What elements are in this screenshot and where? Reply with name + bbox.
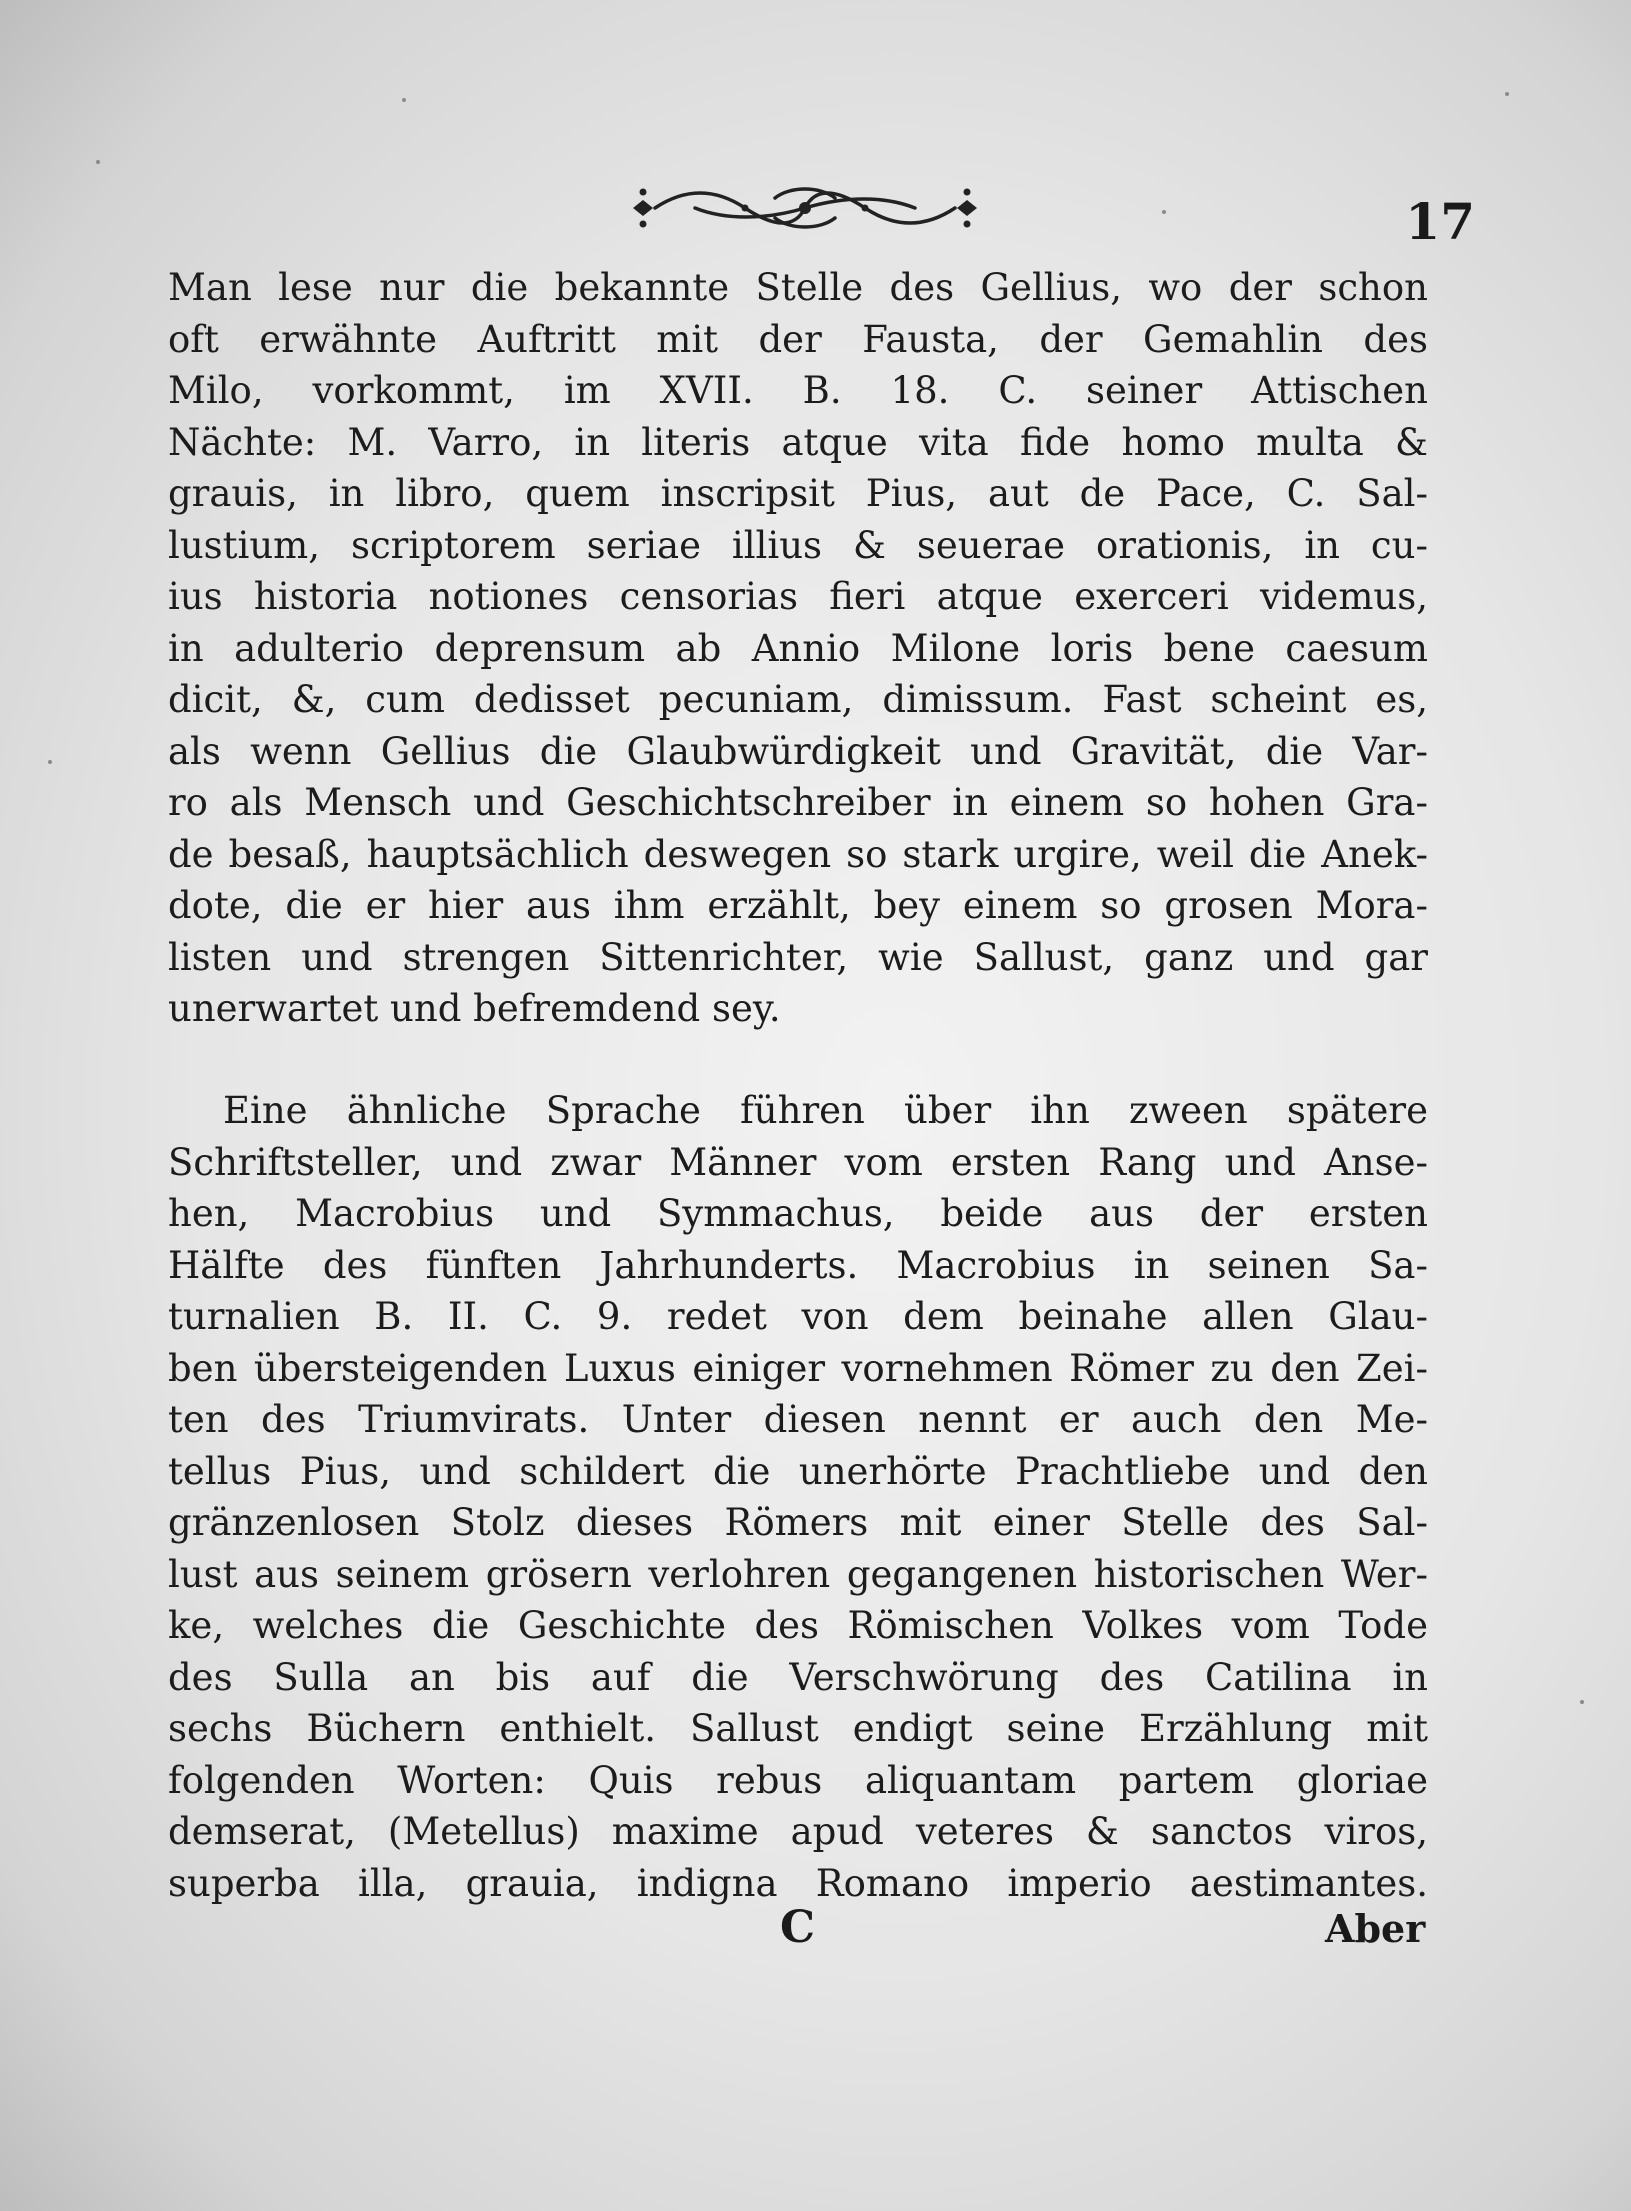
paper-speck (1580, 1700, 1584, 1704)
catchword: Aber (1325, 1906, 1426, 1951)
paper-speck (1505, 92, 1509, 96)
text-line: ius historia notiones censorias fieri atque exerceri videmus, (168, 575, 1428, 618)
text-line: Eine ähnliche Sprache führen über ihn zween spätere (223, 1089, 1428, 1132)
text-line: gränzenlosen Stolz dieses Römers mit einer Stelle des Sal- (168, 1501, 1428, 1544)
text-line: in adulterio deprensum ab Annio Milone loris bene caesum (168, 626, 1428, 670)
paper-speck (1162, 210, 1166, 214)
text-line: grauis, in libro, quem inscripsit Pius, aut de Pace, C. Sal- (168, 472, 1428, 515)
text-line: unerwartet und befremdend sey. (168, 987, 781, 1030)
text-line: folgenden Worten: Quis rebus aliquantam partem gloriae (168, 1758, 1428, 1802)
text-line: lust aus seinem grösern verlohren gegangenen historischen Wer- (168, 1552, 1428, 1596)
text-line: dote, die er hier aus ihm erzählt, bey einem so grosen Mora- (168, 884, 1428, 927)
text-line: ke, welches die Geschichte des Römischen Volkes vom Tode (168, 1604, 1428, 1647)
text-line: listen und strengen Sittenrichter, wie Sallust, ganz und gar (168, 935, 1428, 979)
decorative-headpiece-icon (625, 180, 985, 236)
text-line: oft erwähnte Auftritt mit der Fausta, der Gemahlin des (168, 317, 1428, 361)
text-line: Hälfte des fünften Jahrhunderts. Macrobius in seinen Sa- (168, 1243, 1428, 1287)
text-line: als wenn Gellius die Glaubwürdigkeit und Gravität, die Var- (168, 729, 1428, 773)
text-line: des Sulla an bis auf die Verschwörung des Catilina in (168, 1655, 1428, 1699)
page-number: 17 (1405, 192, 1475, 251)
text-line: superba illa, grauia, indigna Romano imperio aestimantes. (168, 1861, 1428, 1905)
text-line: hen, Macrobius und Symmachus, beide aus der ersten (168, 1192, 1428, 1235)
text-line: turnalien B. II. C. 9. redet von dem beinahe allen Glau- (168, 1295, 1428, 1338)
text-line: Man lese nur die bekannte Stelle des Gellius, wo der schon (168, 266, 1428, 309)
text-line: demserat, (Metellus) maxime apud veteres & sanctos viros, (168, 1810, 1428, 1853)
text-line: ro als Mensch und Geschichtschreiber in einem so hohen Gra- (168, 781, 1428, 824)
paper-speck (402, 98, 406, 102)
paper-speck (96, 160, 100, 164)
text-line: dicit, &, cum dedisset pecuniam, dimissum. Fast scheint es, (168, 678, 1428, 721)
text-line: ten des Triumvirats. Unter diesen nennt er auch den Me- (168, 1398, 1428, 1441)
text-line: Schriftsteller, und zwar Männer vom ersten Rang und Anse- (168, 1140, 1428, 1184)
text-line: lustium, scriptorem seriae illius & seuerae orationis, in cu- (168, 523, 1428, 567)
text-line: Milo, vorkommt, im XVII. B. 18. C. seiner Attischen (168, 369, 1428, 412)
text-line: tellus Pius, und schildert die unerhörte Prachtliebe und den (168, 1449, 1428, 1493)
paragraph-1 (168, 262, 1428, 1035)
signature-mark: C (780, 1902, 816, 1953)
paragraph-2 (168, 1085, 1428, 1909)
text-line: Nächte: M. Varro, in literis atque vita fide homo multa & (168, 420, 1428, 464)
text-line: ben übersteigenden Luxus einiger vornehmen Römer zu den Zei- (168, 1346, 1428, 1390)
paper-speck (48, 760, 52, 764)
text-line: sechs Büchern enthielt. Sallust endigt seine Erzählung mit (168, 1707, 1428, 1750)
text-line: de besaß, hauptsächlich deswegen so stark urgire, weil die Anek- (168, 832, 1428, 876)
